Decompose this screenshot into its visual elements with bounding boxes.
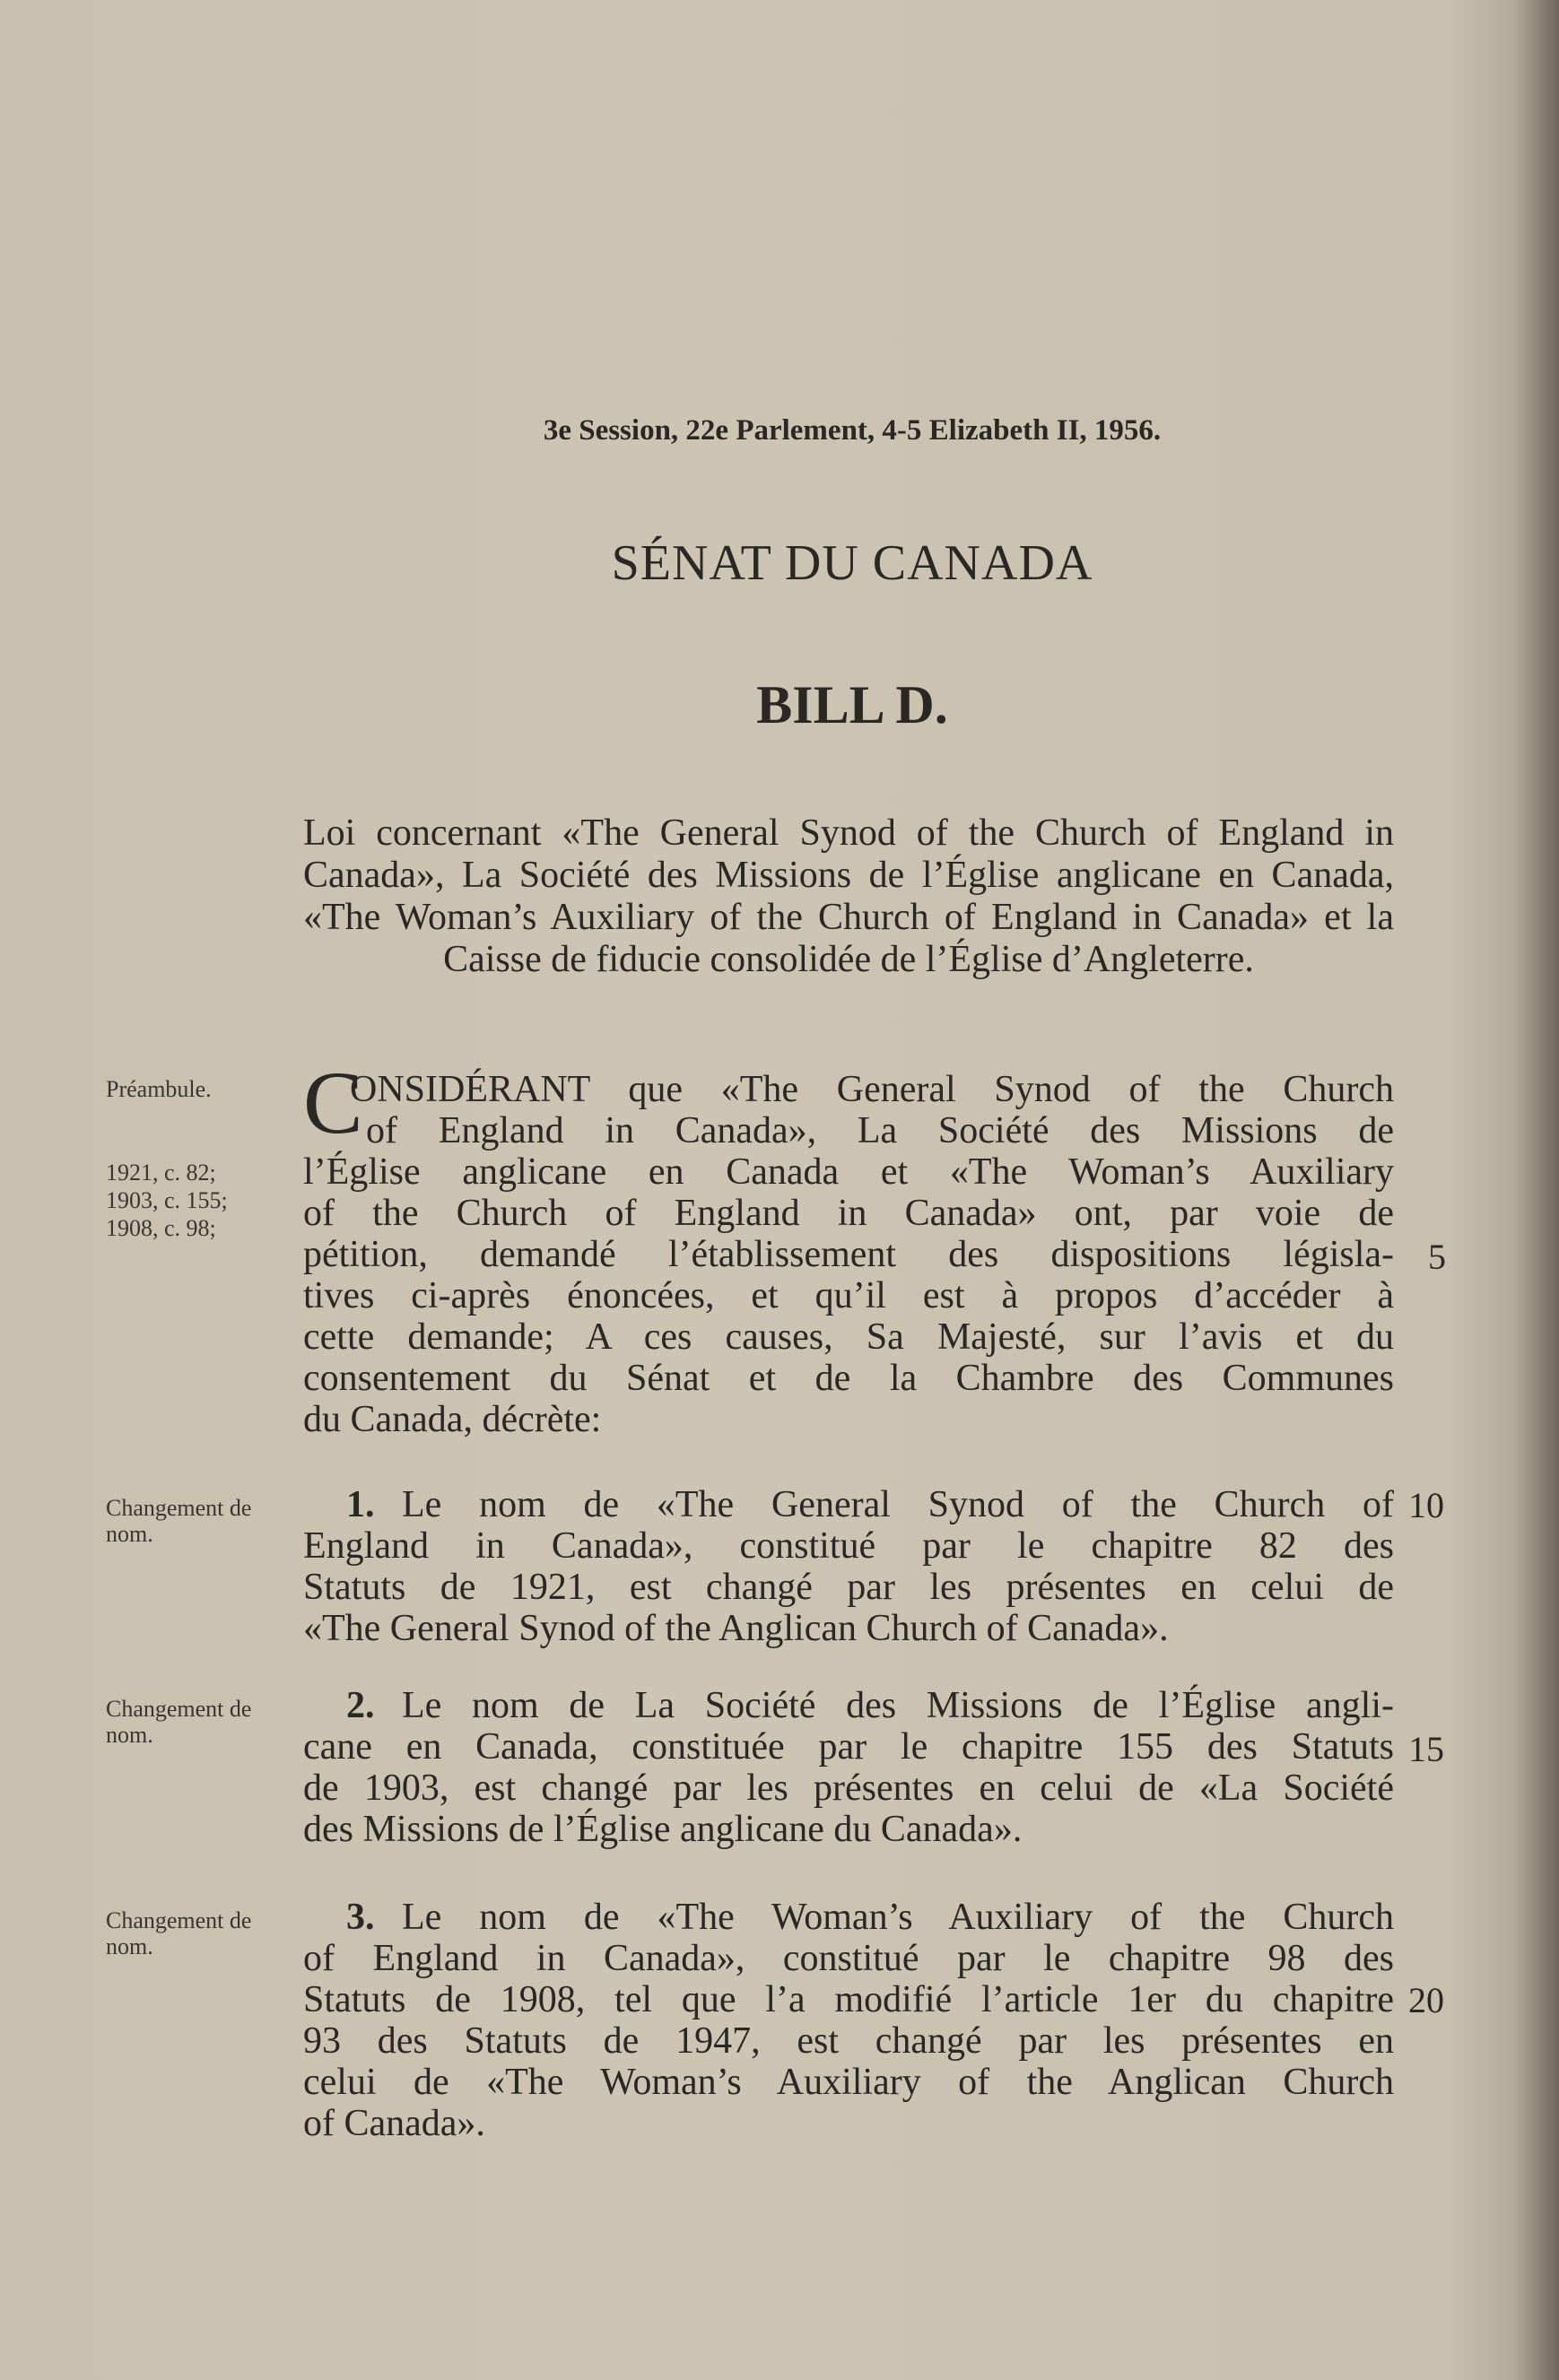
section-line: celui de «The Woman’s Auxiliary of the Anglican Church xyxy=(303,2062,1394,2103)
margin-note-statute: 1908, c. 98; xyxy=(106,1215,216,1241)
section-line: Le nom de La Société des Missions de l’Église angli- xyxy=(402,1685,1394,1726)
line-number: 20 xyxy=(1408,1980,1444,2020)
margin-note-section-1: Changement de nom. xyxy=(106,1495,252,1547)
section-line: de 1903, est changé par les présentes en celui de «La Société xyxy=(303,1768,1394,1809)
preamble-line: of the Church of England in Canada» ont, par voie de xyxy=(303,1193,1394,1234)
section-line: «The General Synod of the Anglican Church of Canada». xyxy=(303,1608,1169,1649)
section-line: of England in Canada», constitué par le chapitre 98 des xyxy=(303,1938,1394,1979)
preamble-line: tives ci-après énoncées, et qu’il est à propos d’accéder à xyxy=(303,1275,1394,1316)
section-number: 1. xyxy=(346,1484,375,1525)
line-number: 5 xyxy=(1428,1237,1446,1277)
section-line: Le nom de «The General Synod of the Church of xyxy=(402,1484,1394,1525)
margin-note-section-2: Changement de nom. xyxy=(106,1696,252,1748)
section-line: Le nom de «The Woman’s Auxiliary of the Church xyxy=(402,1897,1394,1938)
preamble-line: du Canada, décrète: xyxy=(303,1399,602,1440)
margin-note-statute: 1921, c. 82; xyxy=(106,1160,216,1186)
preamble-line: consentement du Sénat et de la Chambre des Communes xyxy=(303,1358,1394,1399)
drop-cap: C xyxy=(303,1053,363,1152)
preamble-line: ONSIDÉRANT que «The General Synod of the Church xyxy=(350,1069,1394,1110)
line-number: 15 xyxy=(1408,1729,1444,1769)
chamber-title: SÉNAT DU CANADA xyxy=(611,535,1093,591)
margin-note-statute: 1903, c. 155; xyxy=(106,1187,228,1213)
section-number: 2. xyxy=(346,1685,375,1726)
margin-note-preamble: Préambule. xyxy=(106,1076,212,1102)
section-line: Statuts de 1908, tel que l’a modifié l’article 1er du chapitre xyxy=(303,1979,1394,2020)
section-line: Statuts de 1921, est changé par les présentes en celui de xyxy=(303,1567,1394,1608)
margin-note-section-3: Changement de nom. xyxy=(106,1907,252,1959)
section-line: England in Canada», constitué par le chapitre 82 des xyxy=(303,1525,1394,1567)
section-number: 3. xyxy=(346,1897,375,1938)
line-number: 10 xyxy=(1408,1485,1444,1525)
preamble-line: of England in Canada», La Société des Missions de xyxy=(366,1110,1394,1151)
section-line: cane en Canada, constituée par le chapitre 155 des Statuts xyxy=(303,1726,1394,1768)
preamble-line: l’Église anglicane en Canada et «The Woman’s Auxiliary xyxy=(303,1151,1394,1193)
session-line: 3e Session, 22e Parlement, 4-5 Elizabeth II, 1956. xyxy=(543,414,1162,447)
bill-title: BILL D. xyxy=(756,675,948,734)
section-line: 93 des Statuts de 1947, est changé par les présentes en xyxy=(303,2020,1394,2062)
preamble-line: pétition, demandé l’établissement des dispositions législa- xyxy=(303,1234,1394,1275)
preamble-line: cette demande; A ces causes, Sa Majesté, sur l’avis et du xyxy=(303,1316,1394,1358)
long-title: Loi concernant «The General Synod of the Church of England in Canada», La Société des Missions de l’Église anglicane en Canada, «The Woman’s Auxiliary of the Church of England in Canada» et la Caisse de fiducie consolidée de l’Église d’Angleterre. xyxy=(303,812,1394,980)
section-line: of Canada». xyxy=(303,2103,485,2144)
section-line: des Missions de l’Église anglicane du Canada». xyxy=(303,1809,1023,1850)
